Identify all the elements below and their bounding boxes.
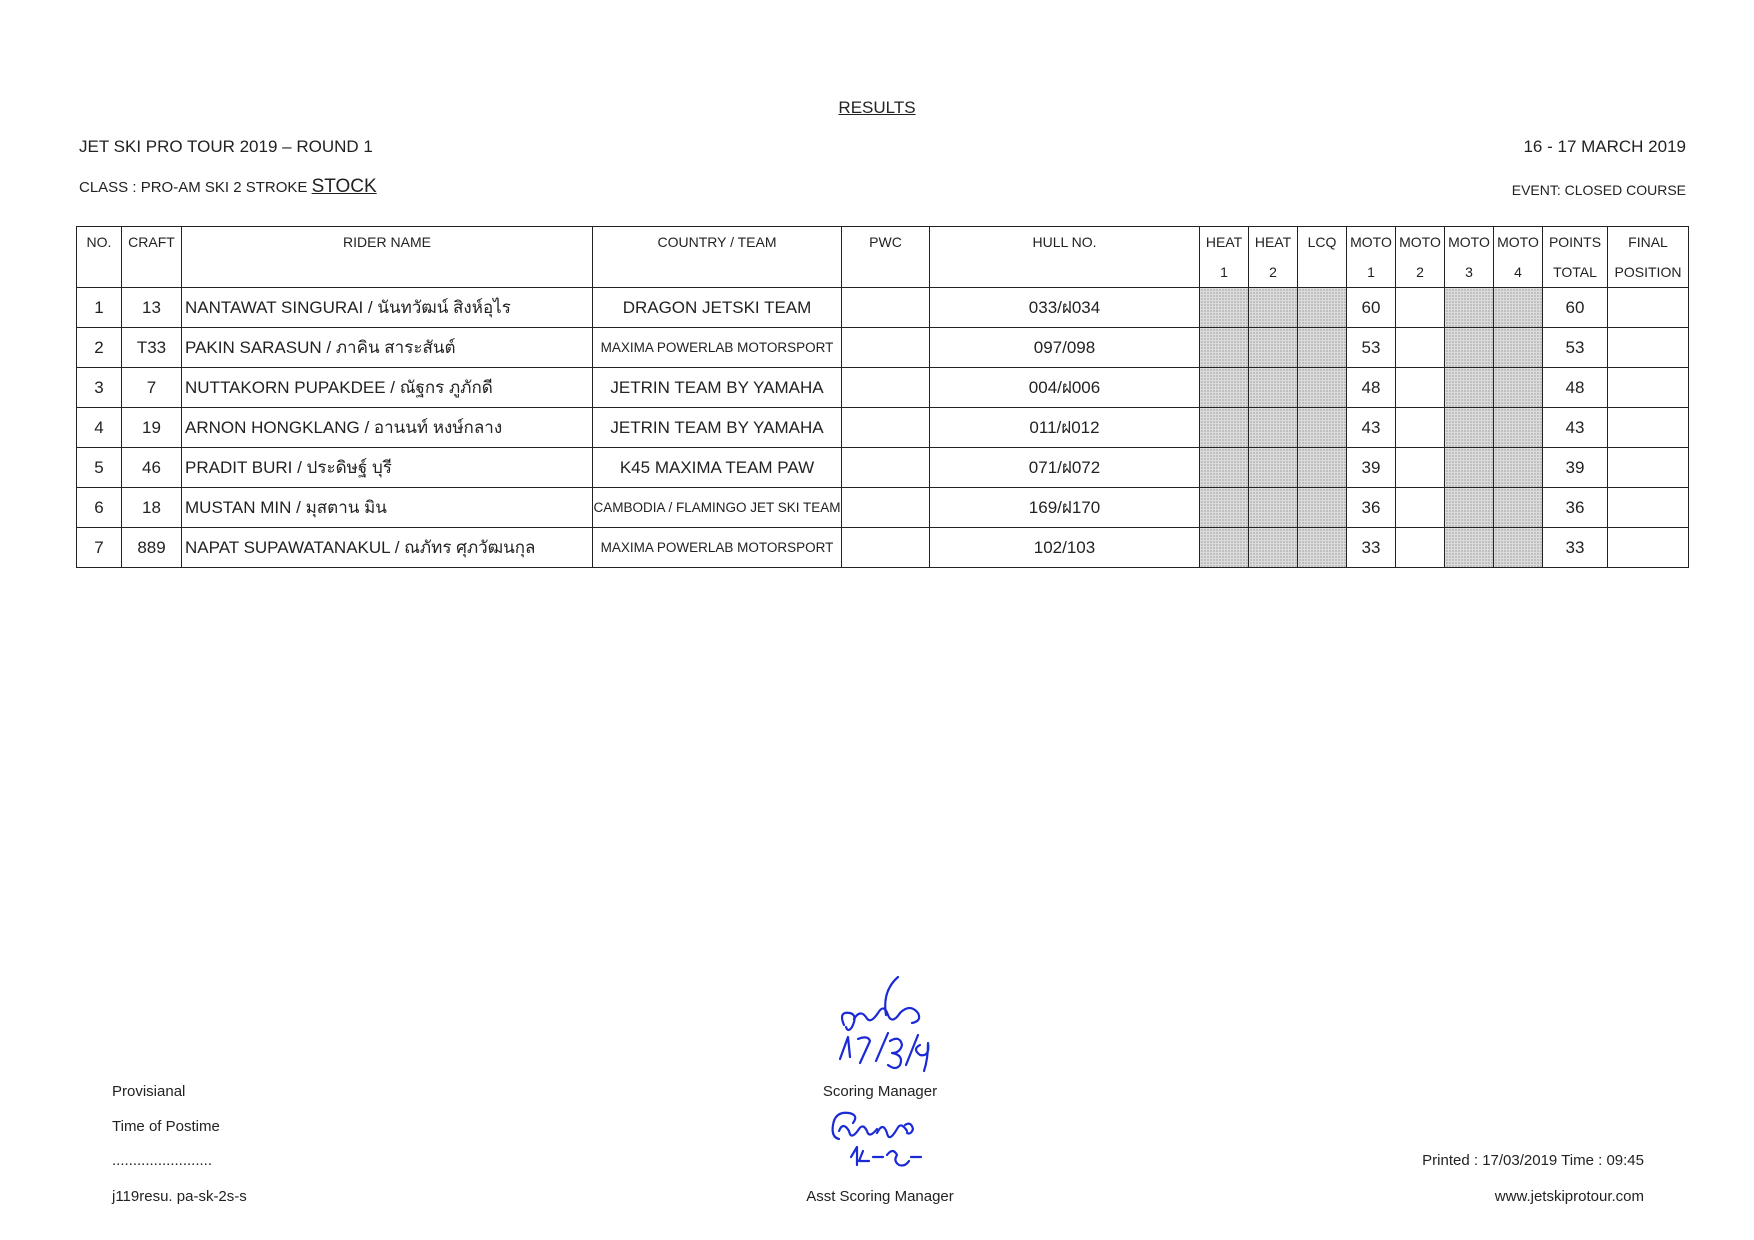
cell-pwc [842, 448, 930, 488]
cell-moto-3 [1445, 488, 1494, 528]
cell-team: MAXIMA POWERLAB MOTORSPORT [593, 528, 842, 568]
cell-hull-no: 004/ฝ006 [930, 368, 1200, 408]
cell-moto-4 [1494, 328, 1543, 368]
cell-final-position [1608, 408, 1689, 448]
cell-lcq [1298, 528, 1347, 568]
col-header-moto-1: MOTO [1347, 227, 1396, 258]
cell-pwc [842, 328, 930, 368]
cell-rider-name: NANTAWAT SINGURAI / นันทวัฒน์ สิงห์อุไร [182, 288, 593, 328]
time-of-postime-blank: ........................ [112, 1152, 213, 1169]
cell-heat-1 [1200, 488, 1249, 528]
col-header-moto-2: MOTO [1396, 227, 1445, 258]
cell-team: JETRIN TEAM BY YAMAHA [593, 368, 842, 408]
cell-craft: 19 [122, 408, 182, 448]
col-header-moto-4: MOTO [1494, 227, 1543, 258]
scoring-manager-label: Scoring Manager [822, 1083, 938, 1100]
cell-heat-1 [1200, 448, 1249, 488]
cell-final-position [1608, 448, 1689, 488]
cell-craft: 13 [122, 288, 182, 328]
cell-rider-name: NUTTAKORN PUPAKDEE / ณัฐกร ภูภักดี [182, 368, 593, 408]
cell-points-total: 53 [1543, 328, 1608, 368]
cell-moto-4 [1494, 368, 1543, 408]
cell-moto-2 [1396, 328, 1445, 368]
cell-final-position [1608, 368, 1689, 408]
cell-no: 2 [77, 328, 122, 368]
cell-moto-2 [1396, 488, 1445, 528]
col-subheader-country-team [593, 257, 842, 288]
col-subheader-moto-1: 1 [1347, 257, 1396, 288]
file-code: j119resu. pa-sk-2s-s [112, 1188, 247, 1205]
cell-points-total: 39 [1543, 448, 1608, 488]
cell-moto-1: 48 [1347, 368, 1396, 408]
cell-moto-4 [1494, 448, 1543, 488]
col-subheader-no [77, 257, 122, 288]
cell-moto-3 [1445, 528, 1494, 568]
cell-no: 6 [77, 488, 122, 528]
cell-team: K45 MAXIMA TEAM PAW [593, 448, 842, 488]
event-name: JET SKI PRO TOUR 2019 – ROUND 1 [79, 137, 373, 156]
cell-moto-2 [1396, 288, 1445, 328]
cell-moto-2 [1396, 528, 1445, 568]
cell-heat-2 [1249, 288, 1298, 328]
table-row [77, 368, 1689, 408]
table-row [77, 488, 1689, 528]
col-header-no: NO. [77, 227, 122, 258]
cell-hull-no: 097/098 [930, 328, 1200, 368]
cell-moto-1: 39 [1347, 448, 1396, 488]
col-header-lcq: LCQ [1298, 227, 1347, 258]
cell-heat-2 [1249, 488, 1298, 528]
cell-moto-4 [1494, 288, 1543, 328]
cell-lcq [1298, 488, 1347, 528]
cell-rider-name: PRADIT BURI / ประดิษฐ์ บุรี [182, 448, 593, 488]
cell-hull-no: 169/ฝ170 [930, 488, 1200, 528]
col-header-moto-3: MOTO [1445, 227, 1494, 258]
cell-moto-2 [1396, 368, 1445, 408]
cell-team: JETRIN TEAM BY YAMAHA [593, 408, 842, 448]
col-subheader-lcq [1298, 257, 1347, 288]
cell-moto-3 [1445, 448, 1494, 488]
cell-moto-4 [1494, 408, 1543, 448]
cell-moto-4 [1494, 488, 1543, 528]
scoring-manager-signature [832, 975, 952, 1080]
cell-heat-2 [1249, 528, 1298, 568]
table-row [77, 448, 1689, 488]
cell-heat-1 [1200, 288, 1249, 328]
cell-rider-name: NAPAT SUPAWATANAKUL / ณภัทร ศุภวัฒนกุล [182, 528, 593, 568]
page-title: RESULTS [838, 98, 916, 117]
cell-moto-1: 60 [1347, 288, 1396, 328]
cell-lcq [1298, 448, 1347, 488]
col-header-heat-2: HEAT [1249, 227, 1298, 258]
asst-scoring-manager-signature [825, 1105, 935, 1170]
cell-pwc [842, 528, 930, 568]
col-subheader-final-position: POSITION [1608, 257, 1689, 288]
cell-craft: 7 [122, 368, 182, 408]
col-subheader-hull-no [930, 257, 1200, 288]
table-row [77, 408, 1689, 448]
col-subheader-craft [122, 257, 182, 288]
event-dates: 16 - 17 MARCH 2019 [1523, 137, 1686, 156]
col-header-rider-name: RIDER NAME [182, 227, 593, 258]
cell-points-total: 60 [1543, 288, 1608, 328]
cell-moto-3 [1445, 368, 1494, 408]
class-line [79, 176, 377, 198]
cell-moto-1: 53 [1347, 328, 1396, 368]
table-row [77, 528, 1689, 568]
website-text: www.jetskiprotour.com [1494, 1188, 1644, 1205]
cell-team: CAMBODIA / FLAMINGO JET SKI TEAM [593, 488, 842, 528]
cell-moto-1: 43 [1347, 408, 1396, 448]
time-of-postime-label: Time of Postime [112, 1118, 220, 1135]
cell-rider-name: ARNON HONGKLANG / อานนท์ หงษ์กลาง [182, 408, 593, 448]
cell-heat-2 [1249, 448, 1298, 488]
table-row [77, 328, 1689, 368]
cell-points-total: 43 [1543, 408, 1608, 448]
col-subheader-points-total: TOTAL [1543, 257, 1608, 288]
event-type: EVENT: CLOSED COURSE [1511, 182, 1686, 198]
results-table [76, 226, 1689, 568]
cell-craft: T33 [122, 328, 182, 368]
col-header-hull-no: HULL NO. [930, 227, 1200, 258]
cell-pwc [842, 368, 930, 408]
col-header-final-position: FINAL [1608, 227, 1689, 258]
provisional-label: Provisianal [112, 1083, 186, 1100]
cell-no: 7 [77, 528, 122, 568]
cell-pwc [842, 408, 930, 448]
cell-no: 1 [77, 288, 122, 328]
col-subheader-moto-3: 3 [1445, 257, 1494, 288]
cell-team: DRAGON JETSKI TEAM [593, 288, 842, 328]
col-header-heat-1: HEAT [1200, 227, 1249, 258]
cell-hull-no: 033/ฝ034 [930, 288, 1200, 328]
cell-final-position [1608, 488, 1689, 528]
cell-heat-1 [1200, 408, 1249, 448]
cell-heat-2 [1249, 328, 1298, 368]
cell-moto-2 [1396, 408, 1445, 448]
col-subheader-rider-name [182, 257, 593, 288]
col-subheader-pwc [842, 257, 930, 288]
cell-rider-name: MUSTAN MIN / มุสตาน มิน [182, 488, 593, 528]
cell-lcq [1298, 328, 1347, 368]
cell-moto-4 [1494, 528, 1543, 568]
cell-no: 5 [77, 448, 122, 488]
col-subheader-moto-4: 4 [1494, 257, 1543, 288]
cell-rider-name: PAKIN SARASUN / ภาคิน สาระสันต์ [182, 328, 593, 368]
cell-heat-2 [1249, 368, 1298, 408]
cell-pwc [842, 288, 930, 328]
cell-team: MAXIMA POWERLAB MOTORSPORT [593, 328, 842, 368]
header-row-top [77, 227, 1689, 258]
cell-craft: 889 [122, 528, 182, 568]
cell-hull-no: 102/103 [930, 528, 1200, 568]
cell-pwc [842, 488, 930, 528]
cell-heat-2 [1249, 408, 1298, 448]
table-row [77, 288, 1689, 328]
printed-timestamp: Printed : 17/03/2019 Time : 09:45 [1422, 1152, 1644, 1169]
cell-no: 4 [77, 408, 122, 448]
cell-moto-1: 36 [1347, 488, 1396, 528]
cell-moto-3 [1445, 408, 1494, 448]
col-header-points-total: POINTS [1543, 227, 1608, 258]
cell-final-position [1608, 288, 1689, 328]
cell-moto-1: 33 [1347, 528, 1396, 568]
cell-moto-3 [1445, 328, 1494, 368]
col-header-country-team: COUNTRY / TEAM [593, 227, 842, 258]
cell-lcq [1298, 288, 1347, 328]
col-subheader-moto-2: 2 [1396, 257, 1445, 288]
cell-heat-1 [1200, 528, 1249, 568]
cell-no: 3 [77, 368, 122, 408]
cell-heat-1 [1200, 368, 1249, 408]
cell-hull-no: 011/ฝ012 [930, 408, 1200, 448]
cell-lcq [1298, 368, 1347, 408]
cell-craft: 46 [122, 448, 182, 488]
cell-points-total: 48 [1543, 368, 1608, 408]
col-header-craft: CRAFT [122, 227, 182, 258]
header-row-bottom [77, 257, 1689, 288]
col-subheader-heat-2: 2 [1249, 257, 1298, 288]
cell-lcq [1298, 408, 1347, 448]
col-header-pwc: PWC [842, 227, 930, 258]
class-label: CLASS : PRO-AM SKI 2 STROKE [79, 179, 308, 196]
cell-final-position [1608, 528, 1689, 568]
cell-craft: 18 [122, 488, 182, 528]
col-subheader-heat-1: 1 [1200, 257, 1249, 288]
cell-final-position [1608, 328, 1689, 368]
cell-points-total: 36 [1543, 488, 1608, 528]
cell-heat-1 [1200, 328, 1249, 368]
asst-scoring-manager-label: Asst Scoring Manager [806, 1188, 954, 1205]
cell-hull-no: 071/ฝ072 [930, 448, 1200, 488]
class-category: STOCK [311, 176, 377, 197]
cell-points-total: 33 [1543, 528, 1608, 568]
cell-moto-2 [1396, 448, 1445, 488]
cell-moto-3 [1445, 288, 1494, 328]
